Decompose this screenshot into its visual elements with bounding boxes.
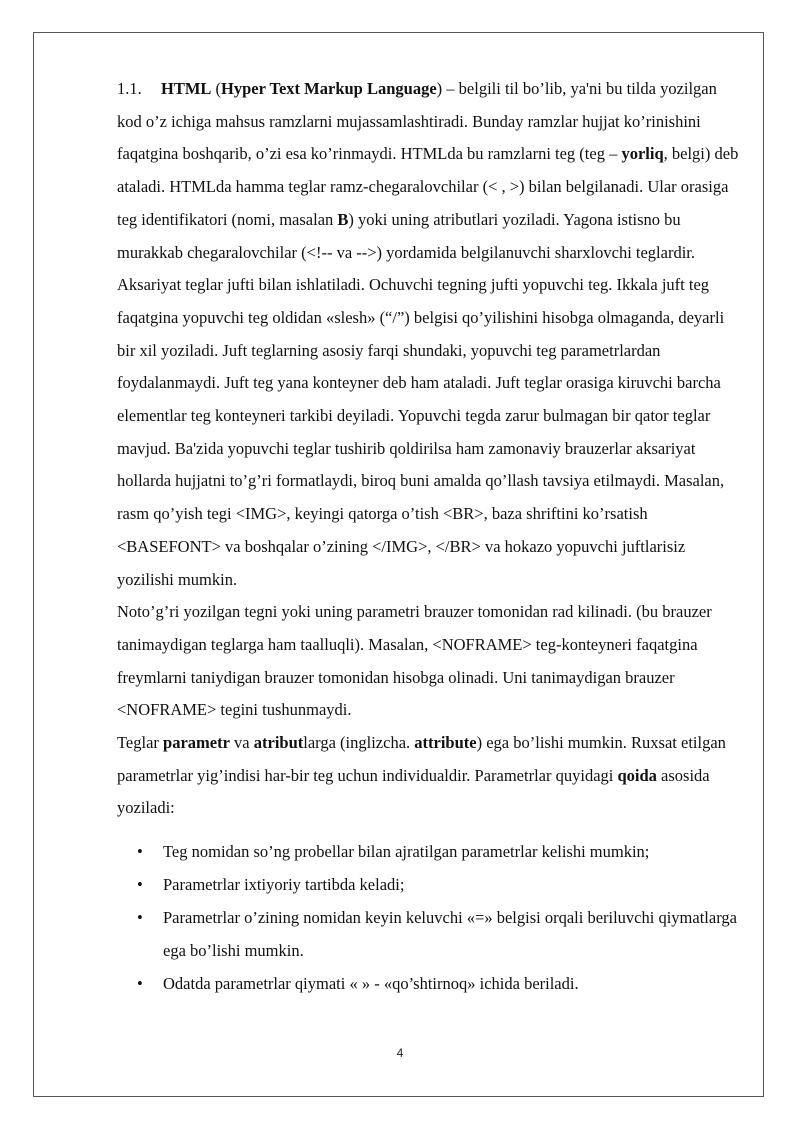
bullet-icon: • (137, 908, 143, 928)
text-run: va (229, 733, 254, 753)
bullet-icon: • (137, 875, 143, 895)
intro-paragraph: 1.1. HTML (Hyper Text Markup Language) – belgili til bo’lib, ya'ni bu tilda yozilgan kod o’z ichiga mahsus ramzlarni mujassamlashtiradi. Bunday ramzlar hujjat ko’rinishini faqatgina boshqarib, o’zi esa ko’rinmaydi. HTMLda bu ramzlarni teg (teg – yorliq, belgi) deb ataladi. HTMLda hamma teglar ramz-chegaralovchilar (< , >) bilan belgilanadi. Ular orasiga teg identifikatori (nomi, masalan B) yoki uning atributlari yoziladi. Yagona istisno bu murakkab chegaralovchilar (<!-- va -->) yordamida belgilanuvchi sharxlovchi teglardir. Aksariyat teglar jufti bilan ishlatiladi. Ochuvchi tegning jufti yopuvchi teg. Ikkala juft teg faqatgina yopuvchi teg oldidan «slesh» (“/”) belgisi qo’yilishini hisobga olmaganda, deyarli bir xil yoziladi. Juft teglarning asosiy farqi shundaki, yopuvchi teg parametrlardan foydalanmaydi. Juft teg yana konteyner deb ham ataladi. Juft teglar orasiga kiruvchi barcha elementlar teg konteyneri tarkibi deyiladi. Yopuvchi tegda zarur bulmagan bir qator teglar mavjud. Ba'zida yopuvchi teglar tushirib qoldirilsa ham zamonaviy brauzerlar aksariyat hollarda hujjatni to’g’ri formatlaydi, biroq buni amalda qo’llash tavsiya etilmaydi. Masalan, rasm qo’yish tegi <IMG>, keyingi qatorga o’tish <BR>, baza shriftini ko’rsatish <BASEFONT> va boshqalar o’zining </IMG>, </BR> va hokazo yopuvchi juftlarisiz yozilishi mumkin. (117, 73, 745, 596)
bold-term: yorliq (621, 144, 664, 164)
text-run: – belgili til bo’lib, ya'ni bu tilda yozilgan kod o’z ichiga mahsus ramzlarni mujassamlashtiradi. Bunday ramzlar hujjat ko’rinishini faqatgina boshqarib, o’zi esa ko’rinmaydi. HTMLda bu ramzlarni teg (teg – (117, 79, 717, 164)
bullet-icon: • (137, 842, 143, 862)
text-run: ) ega bo’lishi mumkin. Ruxsat etilgan parametrlar yig’indisi har-bir teg uchun individualdir. Parametrlar quyidagi (117, 733, 726, 785)
page-content (117, 73, 745, 1000)
paragraph-parameters (117, 727, 745, 825)
list-item-text: Odatda parametrlar qiymati « » - «qo’shtirnoq» ichida beriladi. (163, 974, 579, 994)
list-item (117, 901, 745, 967)
bold-term: B (337, 209, 349, 229)
paragraph-noframe: Noto’g’ri yozilgan tegni yoki uning parametri brauzer tomonidan rad kilinadi. (bu brauzer tanimaydigan teglarga ham taalluqli). Masalan, <NOFRAME> teg-konteyneri faqatgina freymlarni taniydigan brauzer tomonidan hisobga olinadi. Uni tanimaydigan brauzer <NOFRAME> tegini tushunmaydi. (117, 602, 712, 720)
list-item (117, 868, 745, 901)
page-number: 4 (396, 1046, 404, 1060)
bold-term: attribute (414, 733, 477, 753)
text-run: , belgi) deb ataladi. HTMLda hamma teglar ramz-chegaralovchilar (< , >) bilan belgilanadi. Ular orasiga teg identifikatori (nomi, masalan (117, 144, 739, 229)
term-html: HTML (161, 79, 212, 98)
list-item-text: Parametrlar o’zining nomidan keyin keluvchi «=» belgisi orqali beriluvchi qiymatlarga ega bo’lishi mumkin. (163, 908, 737, 961)
bold-term: parametr (163, 733, 230, 753)
list-item-text: Teg nomidan so’ng probellar bilan ajratilgan parametrlar kelishi mumkin; (163, 842, 650, 862)
list-item-text: Parametrlar ixtiyoriy tartibda keladi; (163, 875, 405, 895)
list-item (117, 967, 745, 1000)
bold-term: atribut (253, 733, 304, 753)
bold-term: qoida (617, 765, 657, 785)
bullet-icon: • (137, 974, 143, 994)
text-run: Teglar (117, 733, 164, 753)
rules-list (117, 835, 745, 1000)
text-run: larga (inglizcha. (303, 733, 415, 753)
term-expansion: Hyper Text Markup Language (221, 79, 437, 98)
text-run: asosida yoziladi: (117, 765, 710, 818)
list-item (117, 835, 745, 868)
text-run: ) yoki uning atributlari yoziladi. Yagona istisno bu murakkab chegaralovchilar (<!-- va -->) yordamida belgilanuvchi sharxlovchi teglardir. Aksariyat teglar jufti bilan ishlatiladi. Ochuvchi tegning jufti yopuvchi teg. Ikkala juft teg faqatgina yopuvchi teg oldidan «slesh» (“/”) belgisi qo’yilishini hisobga olmaganda, deyarli bir xil yoziladi. Juft teglarning asosiy farqi shundaki, yopuvchi teg parametrlardan foydalanmaydi. Juft teg yana konteyner deb ham ataladi. Juft teglar orasiga kiruvchi barcha elementlar teg konteyneri tarkibi deyiladi. Yopuvchi tegda zarur bulmagan bir qator teglar mavjud. Ba'zida yopuvchi teglar tushirib qoldirilsa ham zamonaviy brauzerlar aksariyat hollarda hujjatni to’g’ri formatlaydi, biroq buni amalda qo’llash tavsiya etilmaydi. Masalan, rasm qo’yish tegi <IMG>, keyingi qatorga o’tish <BR>, baza shriftini ko’rsatish <BASEFONT> va boshqalar o’zining </IMG>, </BR> va hokazo yopuvchi juftlarisiz yozilishi mumkin. (117, 209, 725, 589)
section-number: 1.1. (117, 79, 142, 98)
